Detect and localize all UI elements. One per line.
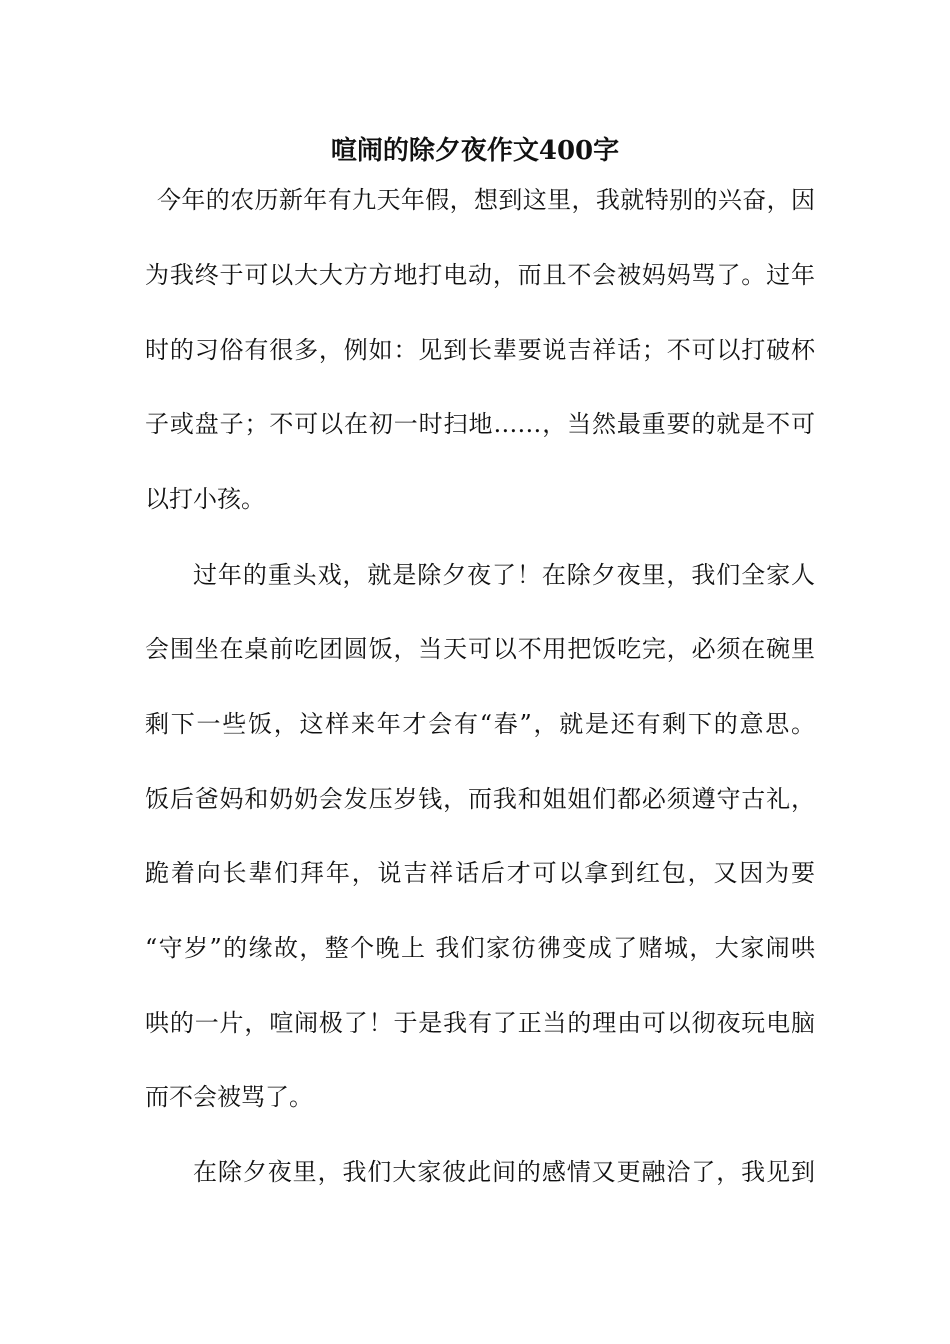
paragraph-line: 会围坐在桌前吃团圆饭，当天可以不用把饭吃完，必须在碗里 (145, 635, 815, 663)
paragraph-line: 为我终于可以大大方方地打电动，而且不会被妈妈骂了。过年 (145, 261, 815, 289)
paragraph-line: 在除夕夜里，我们大家彼此间的感情又更融洽了，我见到 (193, 1158, 815, 1186)
paragraph-line: 子或盘子；不可以在初一时扫地……，当然最重要的就是不可 (145, 410, 815, 438)
paragraph-line: 饭后爸妈和奶奶会发压岁钱，而我和姐姐们都必须遵守古礼， (145, 785, 815, 813)
paragraph-line: 过年的重头戏，就是除夕夜了！在除夕夜里，我们全家人 (193, 561, 815, 589)
paragraph-line: 剩下一些饭，这样来年才会有“春”，就是还有剩下的意思。 (145, 710, 815, 738)
paragraph-line: 而不会被骂了。 (145, 1083, 313, 1111)
paragraph-line: 今年的农历新年有九天年假，想到这里，我就特别的兴奋，因 (157, 186, 815, 214)
document-title: 喧闹的除夕夜作文400字 (330, 136, 620, 166)
paragraph-line: 以打小孩。 (145, 485, 265, 513)
paragraph-line: “守岁”的缘故，整个晚上 我们家彷彿变成了赌城，大家闹哄 (145, 934, 815, 962)
paragraph-line: 哄的一片，喧闹极了！于是我有了正当的理由可以彻夜玩电脑 (145, 1009, 815, 1037)
paragraph-line: 时的习俗有很多，例如：见到长辈要说吉祥话；不可以打破杯 (145, 336, 815, 364)
paragraph-line: 跪着向长辈们拜年，说吉祥话后才可以拿到红包，又因为要 (145, 859, 815, 887)
